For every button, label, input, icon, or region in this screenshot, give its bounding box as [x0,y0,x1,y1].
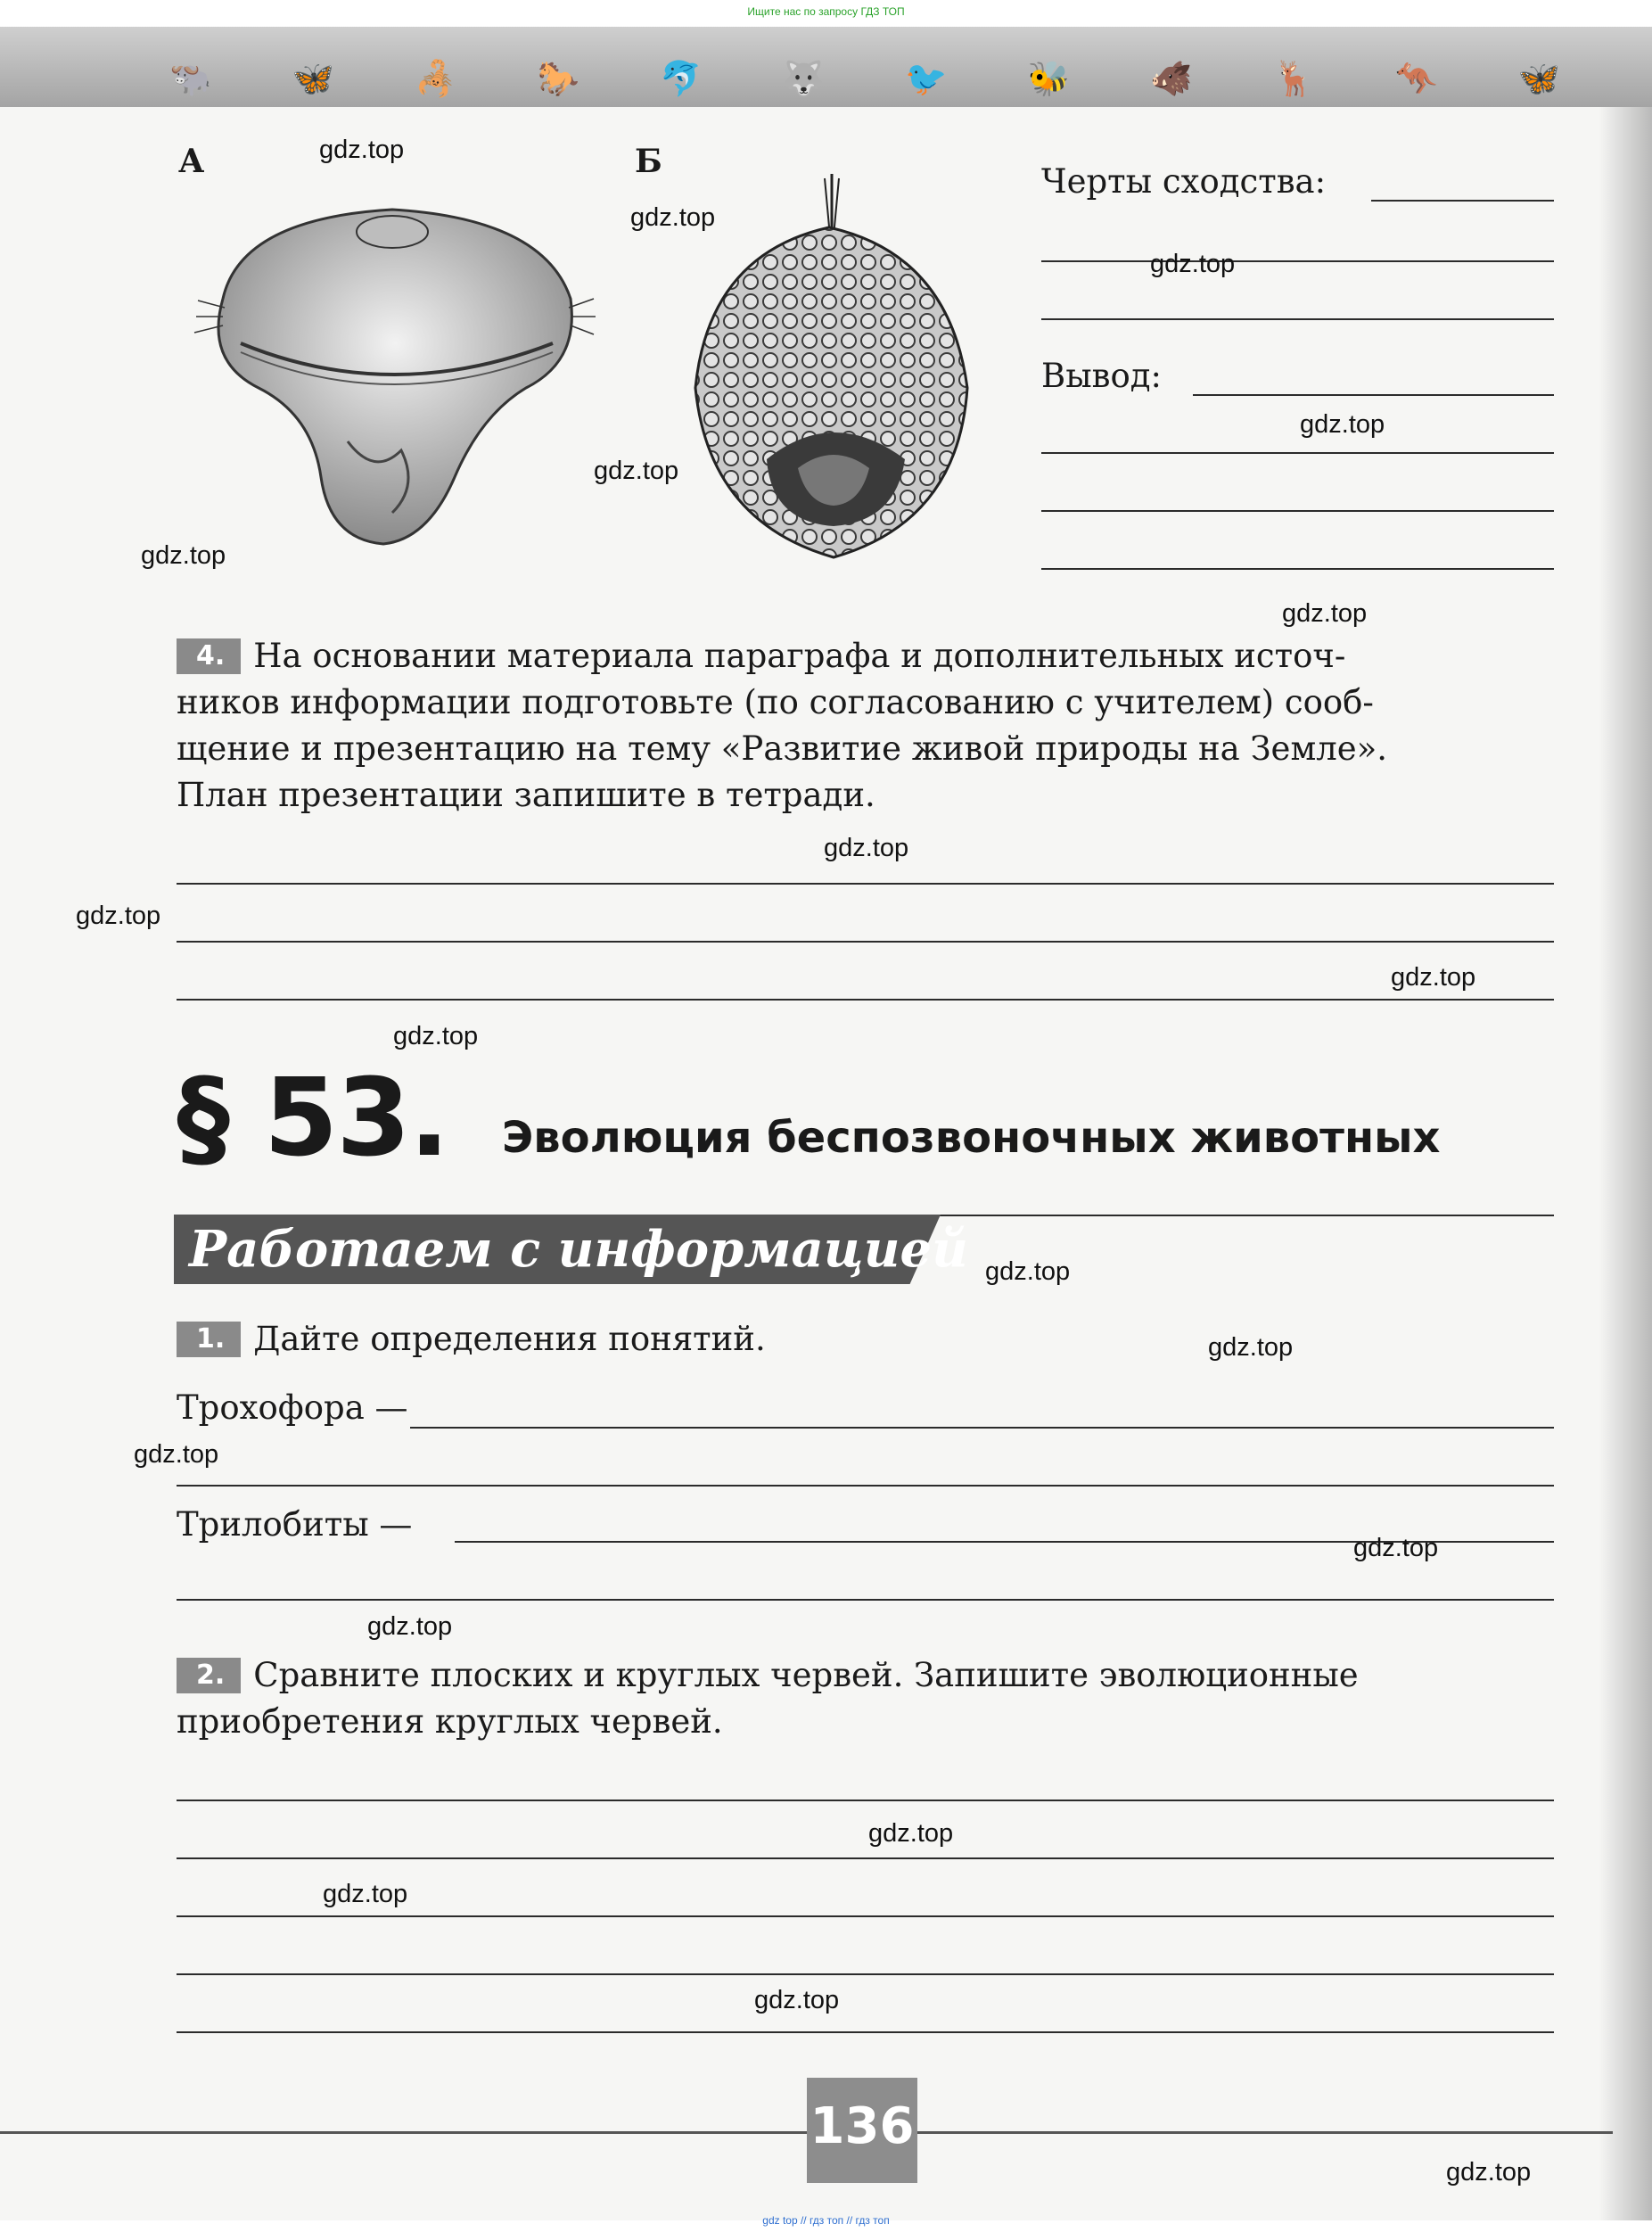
watermark: gdz.top [1300,410,1385,439]
bison-icon: 🐃 [169,59,212,98]
answer-line[interactable] [1041,452,1554,454]
watermark: gdz.top [1391,963,1476,992]
watermark: gdz.top [76,902,161,930]
scorpion-icon: 🦂 [415,59,457,98]
watermark: gdz.top [630,203,716,232]
watermark: gdz.top [1353,1534,1439,1562]
figure-b-label: Б [635,143,662,180]
answer-line[interactable] [1041,260,1554,262]
bird-icon: 🐦 [905,59,948,98]
top-banner: Ищите нас по запросу ГДЗ ТОП [747,5,905,18]
task4-line [177,635,1558,678]
watermark: gdz.top [1208,1333,1294,1362]
watermark: gdz.top [985,1257,1071,1286]
task1-text: Дайте определения понятий. [253,1320,766,1358]
answer-line[interactable] [177,2031,1554,2033]
answer-line[interactable] [177,1973,1554,1975]
section-title: Работаем с информацией [189,1220,968,1279]
answer-line[interactable] [1371,200,1554,202]
watermark: gdz.top [393,1022,479,1050]
lobster-larva-image [682,174,976,566]
term-trochophore: Трохофора — [177,1388,408,1427]
wolf-icon: 🐺 [782,59,825,98]
term-trilobites: Трилобиты — [177,1505,413,1544]
answer-line[interactable] [177,1915,1554,1917]
butterfly-icon: 🦋 [292,59,334,98]
answer-line[interactable] [177,999,1554,1001]
watermark: gdz.top [1150,250,1236,278]
watermark: gdz.top [319,136,405,164]
watermark: gdz.top [868,1819,954,1848]
answer-line[interactable] [177,1857,1554,1859]
answer-line[interactable] [177,883,1554,885]
task4-line: ников информации подготовьте (по согласованию с учителем) сооб- [177,683,1374,721]
butterfly-icon: 🦋 [1517,59,1560,98]
answer-line[interactable] [1041,568,1554,570]
task4-line: щение и презентацию на тему «Развитие живой природы на Земле». [177,729,1388,768]
task2-line: приобретения круглых червей. [177,1702,723,1741]
watermark: gdz.top [134,1440,219,1469]
answer-line[interactable] [410,1427,1554,1429]
insect-icon: 🐝 [1027,59,1070,98]
watermark: gdz.top [141,541,226,570]
trochophore-larva-image [187,183,597,557]
task-number-badge: 2. [177,1658,241,1693]
task2-line [177,1654,1558,1697]
footer-rule [917,2131,1613,2134]
horse-icon: 🐎 [537,59,579,98]
footer-text: gdz top // гдз топ // гдз топ [762,2214,890,2227]
kangaroo-icon: 🦘 [1395,59,1438,98]
watermark: gdz.top [367,1612,453,1641]
footer-rule [0,2131,807,2134]
boar-icon: 🐗 [1150,59,1193,98]
task2-text: Сравните плоских и круглых червей. Запишите эволюционные [253,1656,1359,1694]
watermark: gdz.top [1446,2158,1532,2187]
answer-line[interactable] [1193,394,1554,396]
task1-heading [177,1318,766,1361]
dolphin-icon: 🐬 [660,59,703,98]
figure-a-label: А [178,143,205,180]
answer-line[interactable] [1041,318,1554,320]
page-edge-shadow [1599,27,1652,2220]
watermark: gdz.top [323,1880,408,1908]
paragraph-number: § 53. [177,1057,448,1181]
task-number-badge: 4. [177,638,241,674]
paragraph-title: Эволюция беспозвоночных животных [502,1113,1441,1163]
answer-line[interactable] [177,1485,1554,1487]
animal-strip [169,59,1560,99]
deer-icon: 🦌 [1272,59,1315,98]
watermark: gdz.top [754,1986,840,2014]
task-number-badge: 1. [177,1322,241,1357]
task4 [177,635,1558,817]
similarity-label: Черты сходства: [1041,162,1327,201]
page-number: 136 [810,2097,915,2155]
watermark: gdz.top [594,457,679,485]
answer-line[interactable] [1041,510,1554,512]
task4-line: План презентации запишите в тетради. [177,776,875,814]
answer-line[interactable] [177,1800,1554,1801]
answer-line[interactable] [177,1599,1554,1601]
task4-text: На основании материала параграфа и дополнительных источ- [253,637,1346,675]
answer-line[interactable] [177,941,1554,943]
watermark: gdz.top [1282,599,1368,628]
watermark: gdz.top [824,834,909,862]
conclusion-label: Вывод: [1041,357,1162,395]
task2 [177,1654,1558,1743]
